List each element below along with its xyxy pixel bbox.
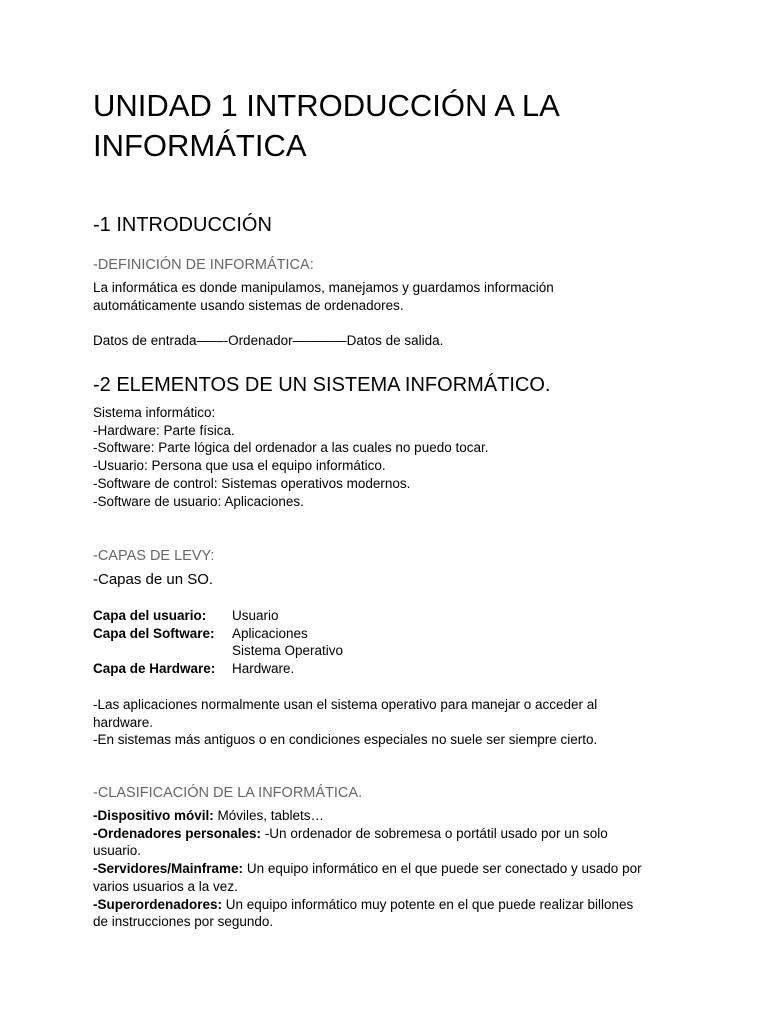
list-item: -Software de control: Sistemas operativos modernos. [93, 475, 411, 491]
system-elements-list [93, 404, 683, 510]
layer-value: Aplicaciones [232, 625, 308, 641]
definition-line: La informática es donde manipulamos, manejamos y guardamos información [93, 280, 554, 295]
layer-label: Capa del Software: [93, 625, 215, 641]
layer-row [93, 625, 343, 643]
list-item: -Hardware: Parte física. [93, 422, 235, 438]
classification-entry [93, 860, 683, 895]
list-item: -Usuario: Persona que usa el equipo informático. [93, 458, 386, 474]
entry-text: varios usuarios a la vez. [93, 878, 238, 894]
entry-text: -Un ordenador de sobremesa o portátil usado por un solo [261, 825, 608, 841]
layer-label: Capa de Hardware: [93, 660, 216, 676]
classification-entry [93, 896, 683, 931]
levy-layers-table [93, 607, 343, 677]
data-flow-line: Datos de entrada——-Ordenador————Datos de salida. [93, 333, 444, 348]
levy-notes [93, 696, 683, 749]
entry-text: Móviles, tablets… [213, 808, 325, 823]
note-line: hardware. [93, 714, 154, 730]
classification-list [93, 807, 683, 931]
entry-term: -Servidores/Mainframe: [93, 861, 244, 877]
layer-row [93, 607, 343, 625]
entry-text: Un equipo informático en el que puede ser conectado y usado por [243, 861, 642, 877]
layer-value: Usuario [232, 608, 279, 623]
classification-entry [93, 825, 683, 860]
list-item: -Software: Parte lógica del ordenador a las cuales no puedo tocar. [93, 440, 489, 456]
levy-intro: -Capas de un SO. [93, 571, 214, 588]
layer-label [93, 642, 232, 660]
entry-term: -Superordenadores: [93, 896, 223, 912]
entry-text: de instrucciones por segundo. [93, 914, 274, 930]
note-line: -Las aplicaciones normalmente usan el sistema operativo para manejar o acceder al [93, 697, 598, 712]
layer-value: Sistema Operativo [232, 643, 344, 659]
layer-value: Hardware. [232, 660, 295, 676]
levy-subheading: -CAPAS DE LEVY: [93, 548, 215, 564]
entry-term: -Ordenadores personales: [93, 825, 262, 841]
entry-term: -Dispositivo móvil: [93, 808, 214, 823]
classification-entry [93, 807, 683, 825]
section-1-heading: -1 INTRODUCCIÓN [93, 214, 272, 236]
definition-paragraph [93, 279, 683, 314]
document-title: UNIDAD 1 INTRODUCCIÓN A LA INFORMÁTICA [93, 88, 559, 163]
list-item: Sistema informático: [93, 405, 216, 420]
classification-subheading: -CLASIFICACIÓN DE LA INFORMÁTICA. [93, 785, 363, 801]
entry-text: Un equipo informático muy potente en el que puede realizar billones [222, 896, 634, 912]
layer-label: Capa del usuario: [93, 608, 207, 623]
layer-row [93, 642, 343, 660]
layer-row [93, 660, 343, 678]
section-2-heading: -2 ELEMENTOS DE UN SISTEMA INFORMÁTICO. [93, 374, 551, 396]
entry-text: usuario. [93, 843, 142, 859]
list-item: -Software de usuario: Aplicaciones. [93, 493, 304, 509]
definition-line: automáticamente usando sistemas de ordenadores. [93, 297, 404, 313]
definition-subheading: -DEFINICIÓN DE INFORMÁTICA: [93, 257, 314, 273]
note-line: -En sistemas más antiguos o en condiciones especiales no suele ser siempre cierto. [93, 732, 598, 748]
